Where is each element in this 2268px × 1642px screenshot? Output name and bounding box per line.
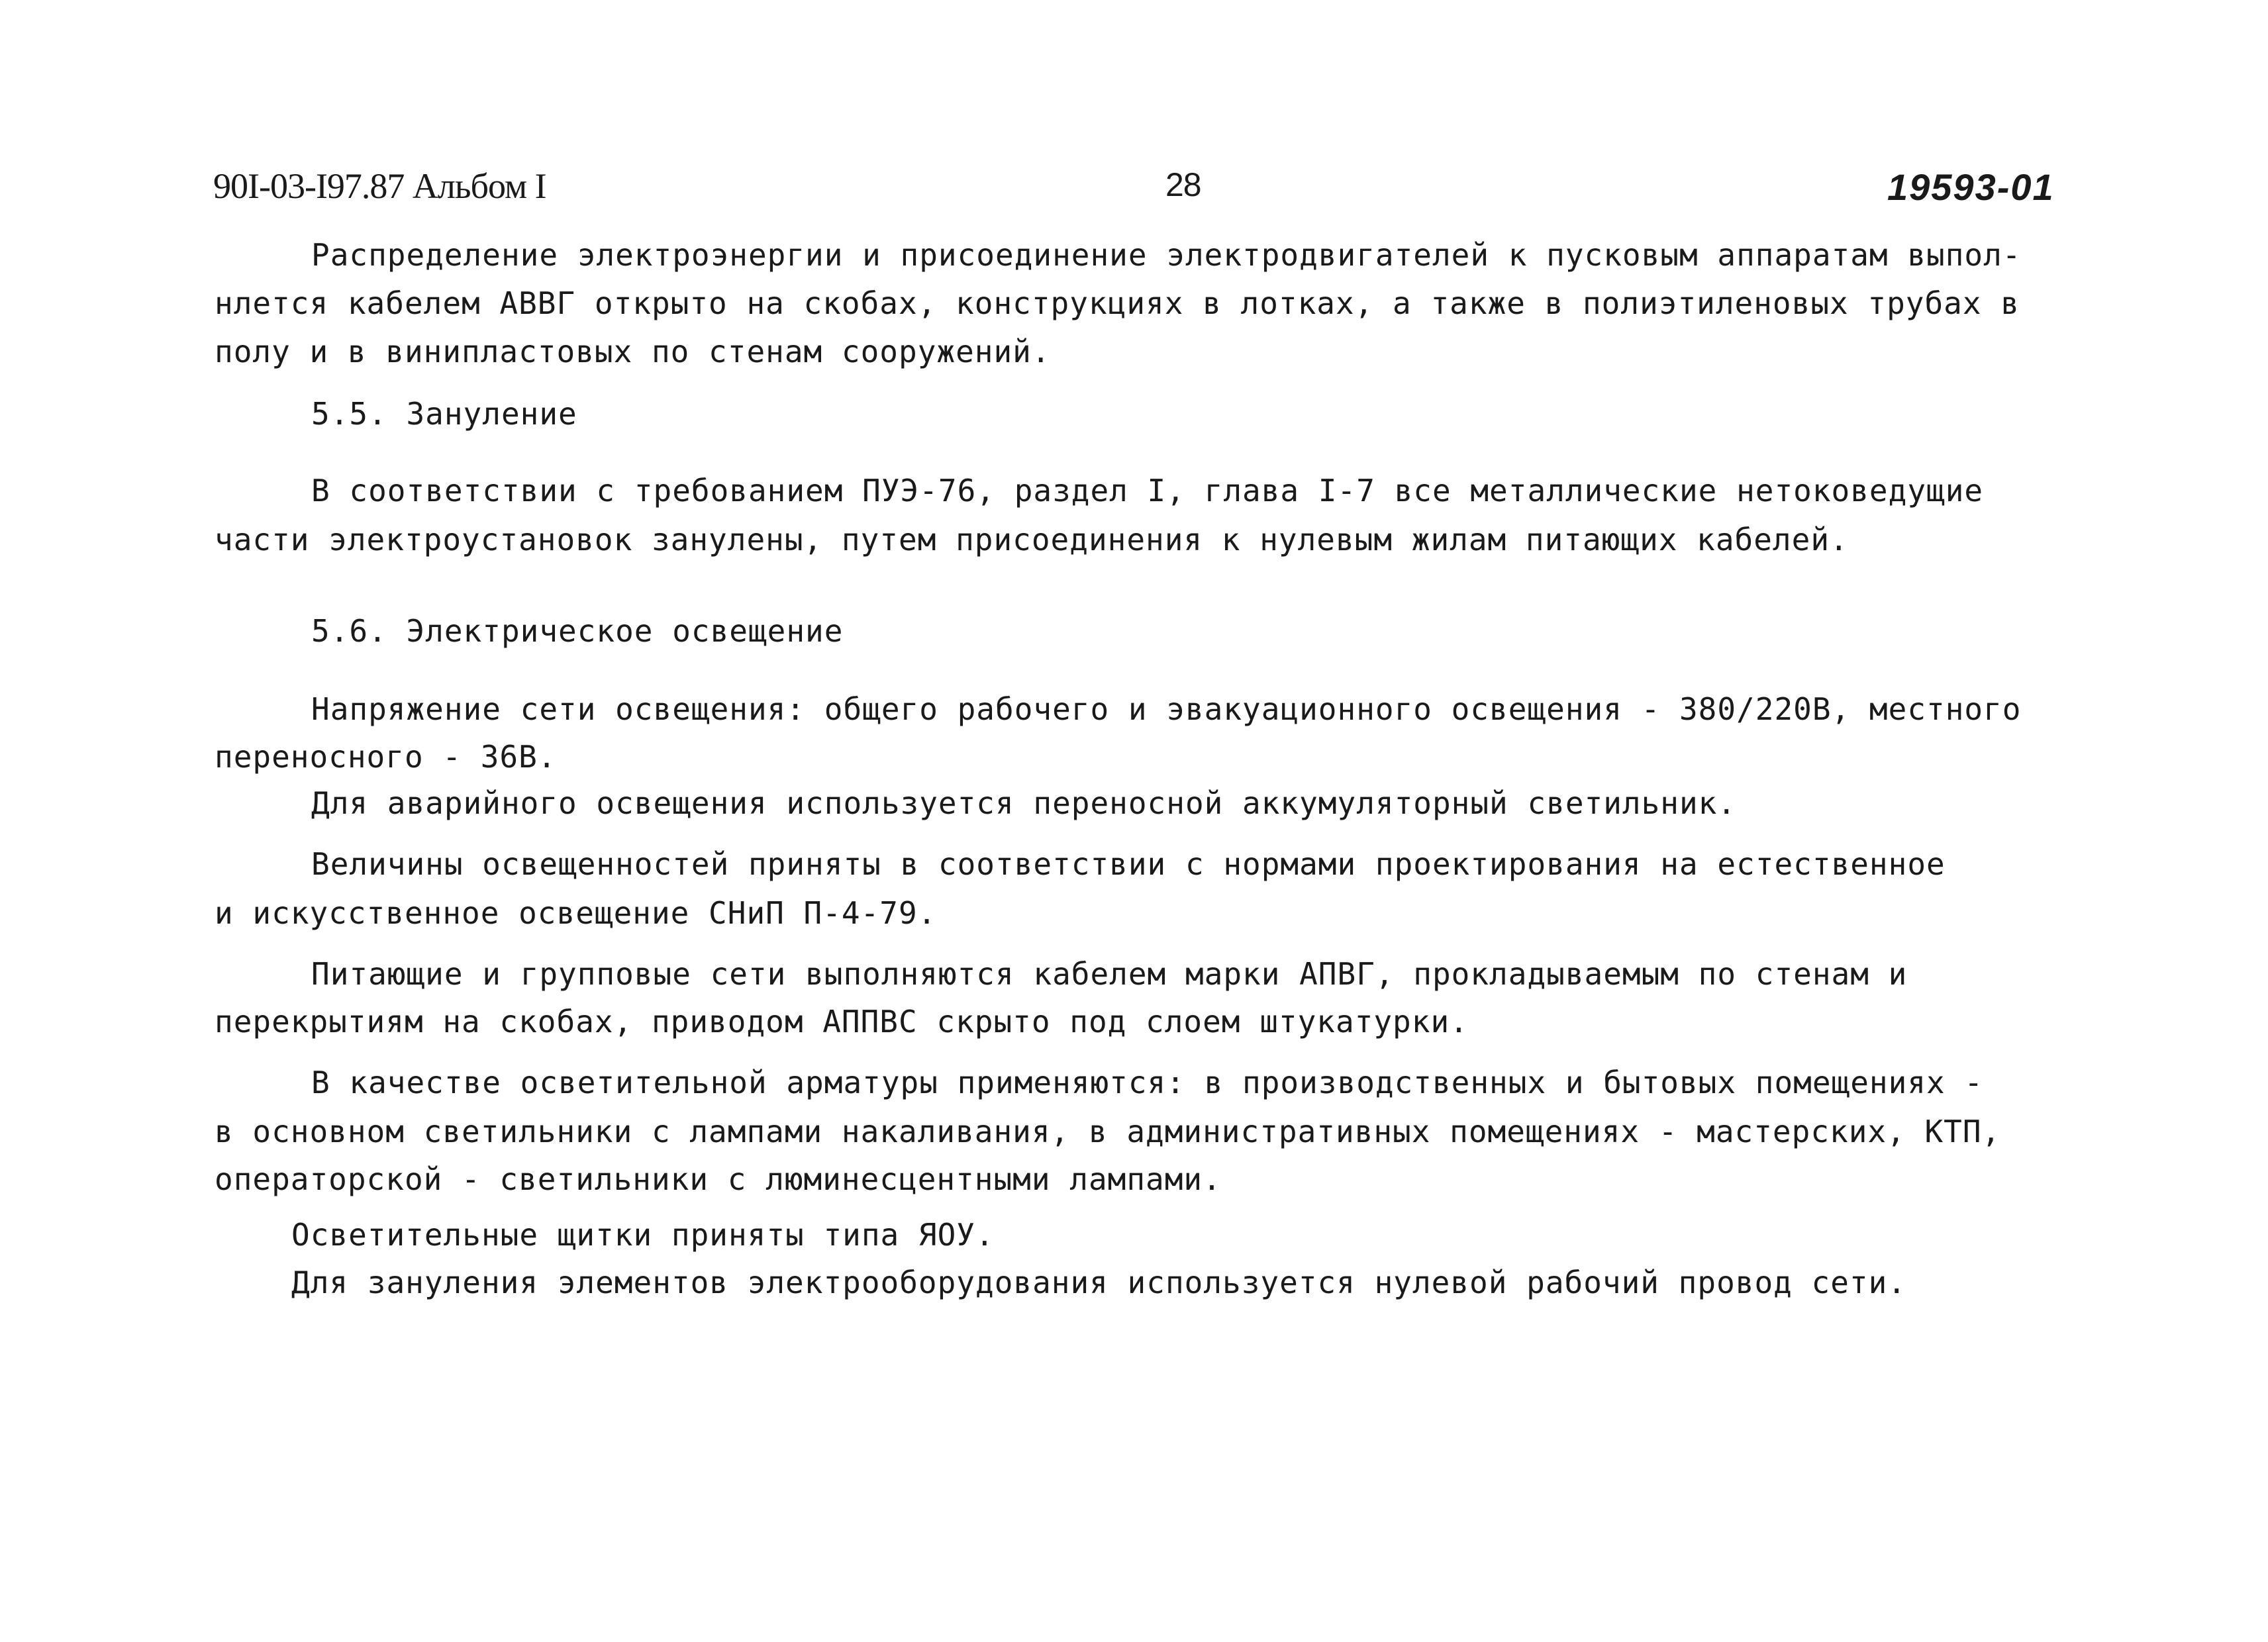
paragraph-line: Питающие и групповые сети выполняются кабелем марки АПВГ, прокладываемым по стенам и [311,956,1908,992]
paragraph-line: Напряжение сети освещения: общего рабочего и эвакуационного освещения - 380/220В, местного [311,691,2022,727]
paragraph-line: операторской - светильники с люминесцентными лампами. [215,1161,1222,1197]
paragraph-line: части электроустановок занулены, путем присоединения к нулевым жилам питающих кабелей. [215,522,1849,557]
section-heading-5-6: 5.6. Электрическое освещение [311,613,844,649]
paragraph-line: перекрытиям на скобах, приводом АППВС скрыто под слоем штукатурки. [215,1004,1469,1039]
paragraph-line: Для зануления элементов электрооборудования используется нулевой рабочий провод сети. [291,1265,1907,1300]
paragraph-line: переносного - 36В. [215,739,557,775]
paragraph-line: Величины освещенностей приняты в соответствии с нормами проектирования на естественное [311,846,1946,882]
paragraph-line: В качестве осветительной арматуры применяются: в производственных и бытовых помещениях - [311,1065,1984,1100]
paragraph-line: В соответствии с требованием ПУЭ-76, раздел I, глава I-7 все металлические нетоковедущие [311,473,1984,508]
paragraph-line: Для аварийного освещения используется переносной аккумуляторный светильник. [311,785,1737,821]
document-code: 90I-03-I97.87 Альбом I [213,166,546,206]
page-number: 28 [1165,166,1201,203]
paragraph-line: и искусственное освещение СНиП П-4-79. [215,895,937,931]
paragraph-line: полу и в винипластовых по стенам сооружений. [215,334,1051,369]
paragraph-line: Распределение электроэнергии и присоединение электродвигателей к пусковым аппаратам выпол- [311,237,2022,273]
paragraph-line: Осветительные щитки приняты типа ЯОУ. [291,1217,995,1253]
paragraph-line: нлется кабелем АВВГ открыто на скобах, конструкциях в лотках, а также в полиэтиленовых трубах в [215,285,2020,321]
inventory-number: 19593-01 [1887,166,2055,208]
section-heading-5-5: 5.5. Зануление [311,396,577,432]
paragraph-line: в основном светильники с лампами накаливания, в административных помещениях - мастерских, КТП, [215,1114,2001,1149]
